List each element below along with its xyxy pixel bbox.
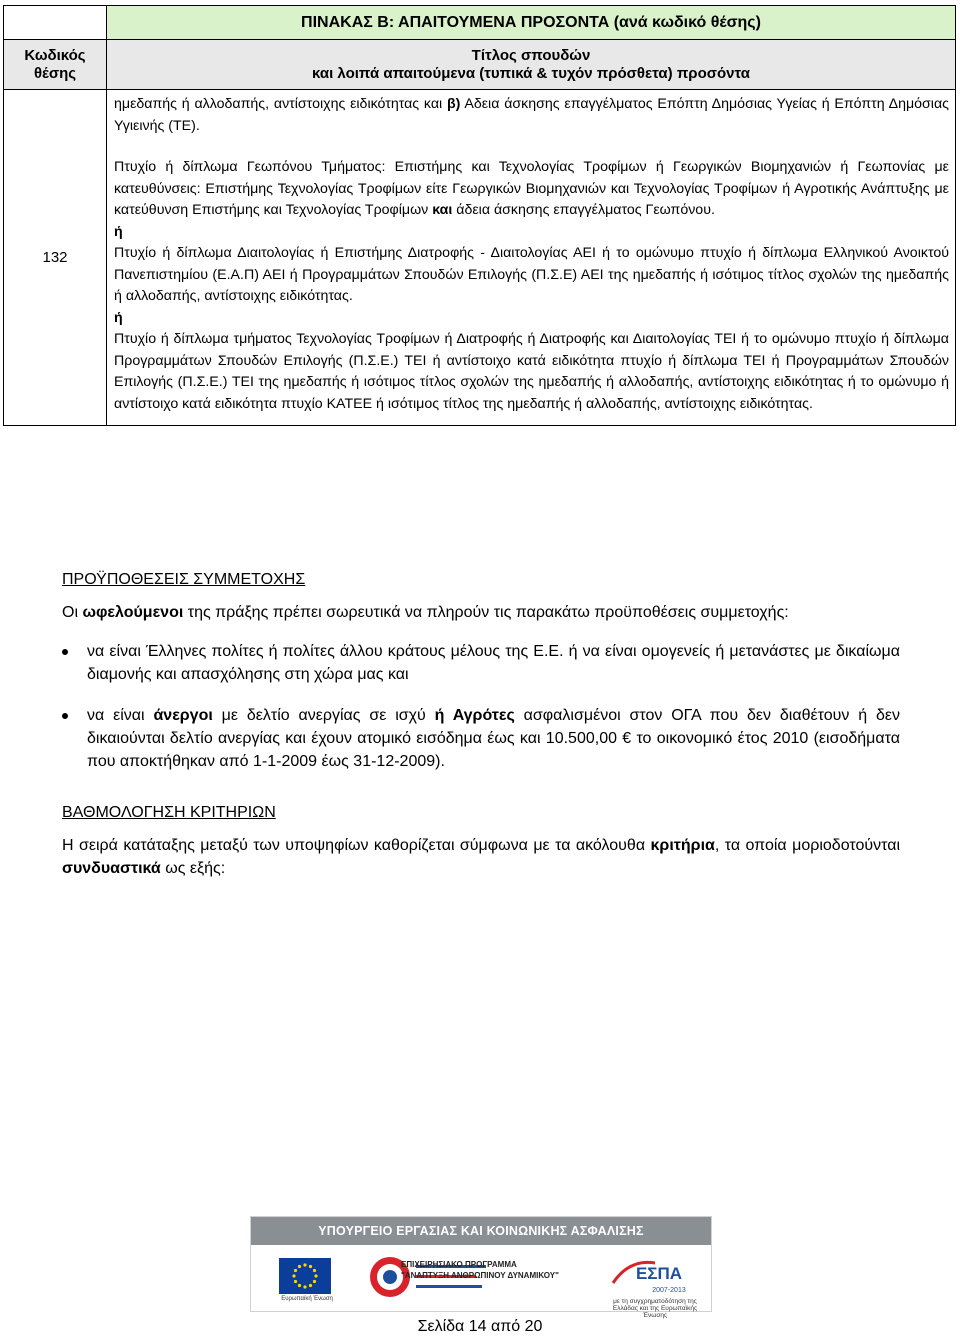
qual-paragraph-1 [114,94,949,137]
criteria-heading: ΒΑΘΜΟΛΟΓΗΣΗ ΚΡΙΤΗΡΙΩΝ [62,804,276,821]
qualifications-table [3,5,956,426]
logos-row [251,1245,711,1319]
qual-p2-bold: και [432,202,453,218]
bullet-1-text: να είναι Έλληνες πολίτες ή πολίτες άλλου κράτους μέλους της Ε.Ε. ή να είναι ομογενείς ή μετανάστες με δικαίωμα διαμονής και απασχόλησης στη χώρα μας και [87,643,900,683]
programme-text-l2: "ΑΝΑΠΤΥΞΗ ΑΝΘΡΩΠΙΝΟΥ ΔΥΝΑΜΙΚΟΥ" [401,1271,559,1280]
intro-bold: ωφελούμενοι [82,604,184,621]
bullet-2-text-c: με δελτίο ανεργίας σε ισχύ [212,707,435,724]
qual-paragraph-2 [114,157,949,222]
conditions-heading: ΠΡΟΫΠΟΘΕΣΕΙΣ ΣΥΜΜΕΤΟΧΗΣ [62,571,306,588]
col-header-title-l1: Τίτλος σπουδών [471,47,591,64]
espa-caption: με τη συγχρηματοδότηση της Ελλάδας και της Ευρωπαϊκής Ένωσης [612,1298,698,1319]
criteria-text-e: ως εξής: [160,860,226,877]
eu-flag-icon [279,1258,331,1294]
bullet-2-bold-2: ή Αγρότες [434,707,515,724]
intro-text-c: της πράξης πρέπει σωρευτικά να πληρούν τις παρακάτω προϋποθέσεις συμμετοχής: [183,604,789,621]
list-item [62,640,900,686]
qualifications-cell [107,90,956,426]
criteria-bold-1: κριτήρια [650,837,715,854]
title-blank-cell [4,6,107,40]
qual-p1-text-a: ημεδαπής ή αλλοδαπής, αντίστοιχης ειδικότητας και [114,96,447,112]
col-header-title [107,40,956,90]
page-number: Σελίδα 14 από 20 [417,1318,543,1335]
criteria-section [62,801,900,880]
table-header-row [4,40,956,90]
programme-text [401,1259,601,1281]
qual-or-2: ή [114,309,123,326]
bullet-2-text-e: ασφαλισμένοι στον ΟΓΑ που δεν διαθέτουν ή δεν δικαιούνται δελτίο ανεργίας και έχουν ατομικό εισόδημα έως και 10.500,00 € το οικονομικό έτος 2010 (εισοδήματα που αποκτήθηκαν από 1-1-2009 έως 31-12-2009). [87,707,900,770]
conditions-intro [62,601,900,624]
criteria-text-a: Η σειρά κατάταξης μεταξύ των υποψηφίων καθορίζεται σύμφωνα με τα ακόλουθα [62,837,651,854]
programme-text-l1: ΕΠΙΧΕΙΡΗΣΙΑΚΟ ΠΡΟΓΡΑΜΜΑ [401,1260,517,1269]
qual-p2-text-a: Πτυχίο ή δίπλωμα Γεωπόνου Τμήματος: Επιστήμης και Τεχνολογίας Τροφίμων ή Γεωργικών Βιομηχανιών ή Γεωπονίας με κατευθύνσεις: Επιστήμης Τεχνολογίας Τροφίμων είτε Γεωργικών Βιομηχανιών και Τεχνολογίας Τροφίμων ή Αγροτικής Ανάπτυξης με κατεύθυνση Επιστήμης και Τεχνολογίας Τροφίμων [114,159,949,218]
bullet-icon [62,713,68,719]
criteria-bold-2: συνδυαστικά [62,860,161,877]
qual-p1-text-c: Αδεια άσκησης επαγγέλματος Επόπτη Δημόσιας Υγείας ή Επόπτη Δημόσιας Υγιεινής (ΤΕ). [114,96,949,134]
funding-banner [250,1216,712,1319]
bullet-2-text-a: να είναι [87,707,154,724]
col-header-code-l1: Κωδικός [24,47,86,64]
table-title: ΠΙΝΑΚΑΣ Β: ΑΠΑΙΤΟΥΜΕΝΑ ΠΡΟΣΟΝΤΑ (ανά κωδικό θέσης) [107,6,956,40]
qual-or-1: ή [114,223,123,240]
table-row [4,90,956,426]
col-header-title-l2: και λοιπά απαιτούμενα (τυπικά & τυχόν πρόσθετα) προσόντα [311,65,751,82]
col-header-code-l2: θέσης [33,65,77,82]
qual-p2-text-c: άδεια άσκησης επαγγέλματος Γεωπόνου. [452,202,715,218]
intro-text-a: Οι [62,604,83,621]
eu-caption: Ευρωπαϊκή Ένωση [281,1296,333,1302]
espa-years: 2007-2013 [652,1287,686,1294]
table-title-row [4,6,956,40]
qual-paragraph-3: Πτυχίο ή δίπλωμα Διαιτολογίας ή Επιστήμης Διατροφής - Διαιτολογίας ΑΕΙ ή το ομώνυμο πτυχίο ή δίπλωμα Ελληνικού Ανοικτού Πανεπιστημίου (Ε.Α.Π) ΑΕΙ ή Προγραμμάτων Σπουδών Επιλογής (Π.Σ.Ε) ΑΕΙ της ημεδαπής ή ισότιμος τίτλος σχολών της ημεδαπής ή αλλοδαπής, αντίστοιχης ειδικότητας. [114,245,949,304]
col-header-code [4,40,107,90]
position-code: 132 [4,90,107,426]
espa-label: ΕΣΠΑ [635,1264,683,1283]
qual-paragraph-4: Πτυχίο ή δίπλωμα τμήματος Τεχνολογίας Τροφίμων ή Διατροφής ή Διατροφής και Διαιτολογίας ΤΕΙ ή το ομώνυμο πτυχίο ή δίπλωμα Προγραμμάτων Σπουδών Επιλογής (Π.Σ.Ε.) ΤΕΙ ή αντίστοιχο κατά ειδικότητα πτυχίο ή δίπλωμα ΤΕΙ ή Προγραμμάτων Σπουδών Επιλογής (Π.Σ.Ε.) ΤΕΙ της ημεδαπής ή ισότιμος τίτλος σχολών της ημεδαπής ή αλλοδαπής, αντίστοιχης ειδικότητας ή το ομώνυμο ή αντίστοιχο κατά ειδικότητα πτυχίο ΚΑΤΕΕ ή ισότιμος τίτλος της ημεδαπής ή αλλοδαπής, αντίστοιχης ειδικότητας. [114,331,949,412]
ministry-title: ΥΠΟΥΡΓΕΙΟ ΕΡΓΑΣΙΑΣ ΚΑΙ ΚΟΙΝΩΝΙΚΗΣ ΑΣΦΑΛΙΣΗΣ [251,1217,711,1245]
qual-p1-bold: β) [446,96,461,112]
criteria-text-c: , τα οποία μοριοδοτούνται [714,837,901,854]
bullet-icon [62,649,68,655]
conditions-section [62,568,900,773]
espa-logo-icon [609,1253,699,1301]
criteria-text [62,834,900,880]
list-item [62,704,900,773]
bullet-2-bold-1: άνεργοι [153,707,213,724]
